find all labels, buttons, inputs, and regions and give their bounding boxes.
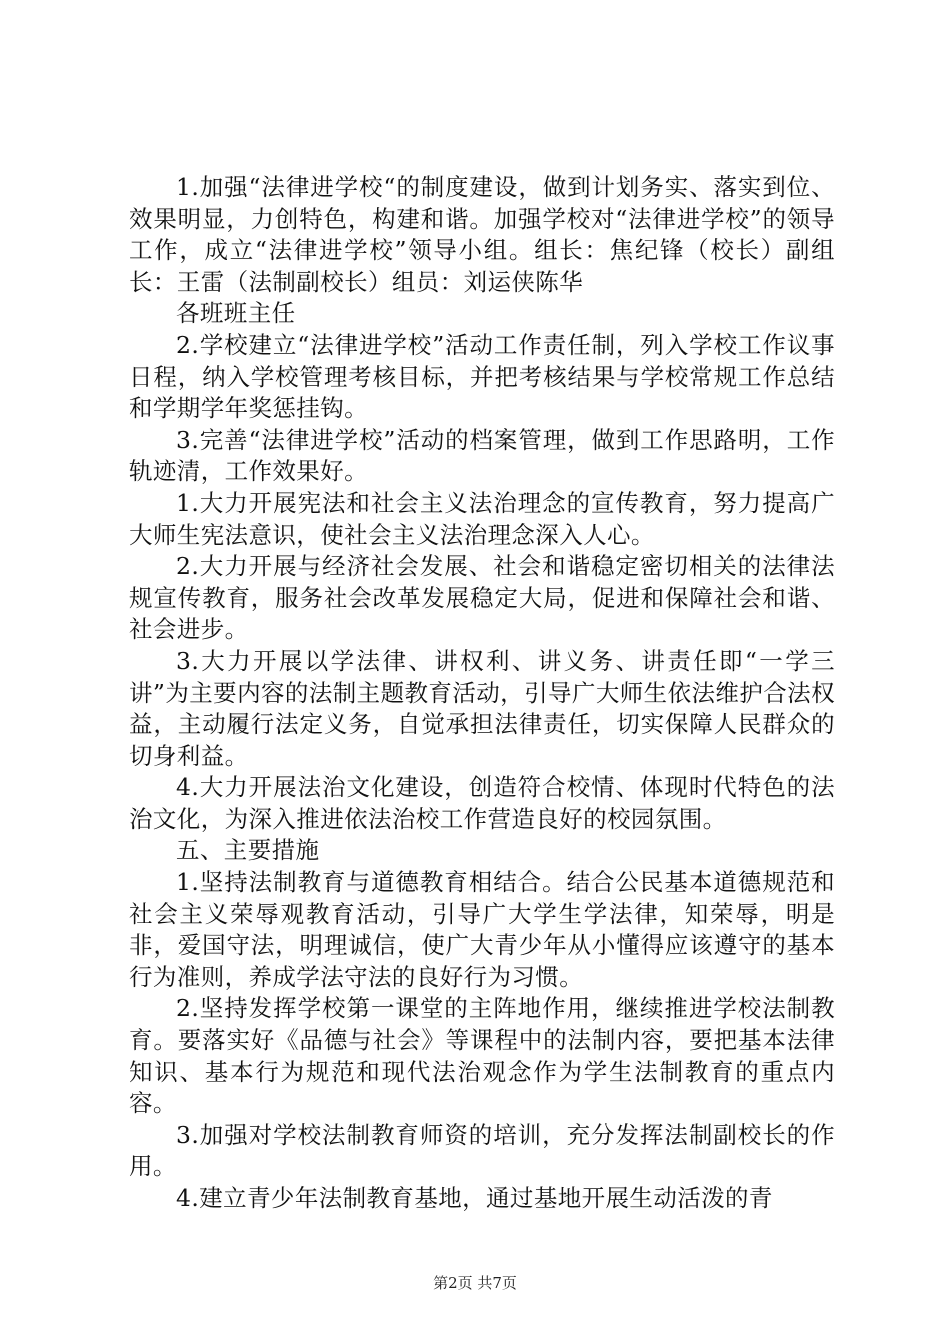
paragraph-laws-education: 2.大力开展与经济社会发展、社会和谐稳定密切相关的法律法规宣传教育，服务社会改革发展稳定大局，促进和保障社会和谐、社会进步。 [129, 552, 835, 644]
paragraph-leadership-group: 1.加强“法律进学校“的制度建设，做到计划务实、落实到位、效果明显，力创特色，构建和谐。加强学校对“法律进学校”的领导工作，成立“法律进学校”领导小组。组长：焦纪锋（校长）副组长：王雷（法制副校长）组员：刘运侠陈华 [129, 173, 835, 296]
paragraph-teacher-training: 3.加强对学校法制教育师资的培训，充分发挥法制副校长的作用。 [129, 1120, 835, 1181]
section-heading-main-measures: 五、主要措施 [176, 836, 320, 865]
paragraph-education-base: 4.建立青少年法制教育基地，通过基地开展生动活泼的青 [176, 1184, 773, 1212]
paragraph-responsibility-system: 2.学校建立“法律进学校”活动工作责任制，列入学校工作议事日程，纳入学校管理考核目标，并把考核结果与学校常规工作总结和学期学年奖惩挂钩。 [129, 330, 835, 423]
paragraph-law-and-morality: 1.坚持法制教育与道德教育相结合。结合公民基本道德规范和社会主义荣辱观教育活动，引导广大学生学法律，知荣辱，明是非，爱国守法，明理诚信，使广大青少年从小懂得应该遵守的基本行为准则，养成学法守法的良好行为习惯。 [129, 868, 835, 991]
paragraph-one-study-three-talks: 3.大力开展以学法律、讲权利、讲义务、讲责任即“一学三讲”为主要内容的法制主题教育活动，引导广大师生依法维护合法权益，主动履行法定义务，自觉承担法律责任，切实保障人民群众的切身利益。 [129, 646, 835, 770]
paragraph-first-classroom: 2.坚持发挥学校第一课堂的主阵地作用，继续推进学校法制教育。要落实好《品德与社会》等课程中的法制内容，要把基本法律知识、基本行为规范和现代法治观念作为学生法制教育的重点内容。 [129, 994, 835, 1118]
paragraph-rule-of-law-culture: 4.大力开展法治文化建设，创造符合校情、体现时代特色的法治文化，为深入推进依法治校工作营造良好的校园氛围。 [129, 773, 835, 833]
paragraph-constitution-education: 1.大力开展宪法和社会主义法治理念的宣传教育，努力提高广大师生宪法意识，使社会主义法治理念深入人心。 [129, 488, 835, 549]
paragraph-class-teachers: 各班班主任 [176, 299, 296, 328]
page-number-footer: 第2页 共7页 [433, 1274, 517, 1292]
document-body [129, 172, 835, 1215]
paragraph-archive-management: 3.完善“法律进学校”活动的档案管理，做到工作思路明，工作轨迹清，工作效果好。 [129, 425, 835, 486]
